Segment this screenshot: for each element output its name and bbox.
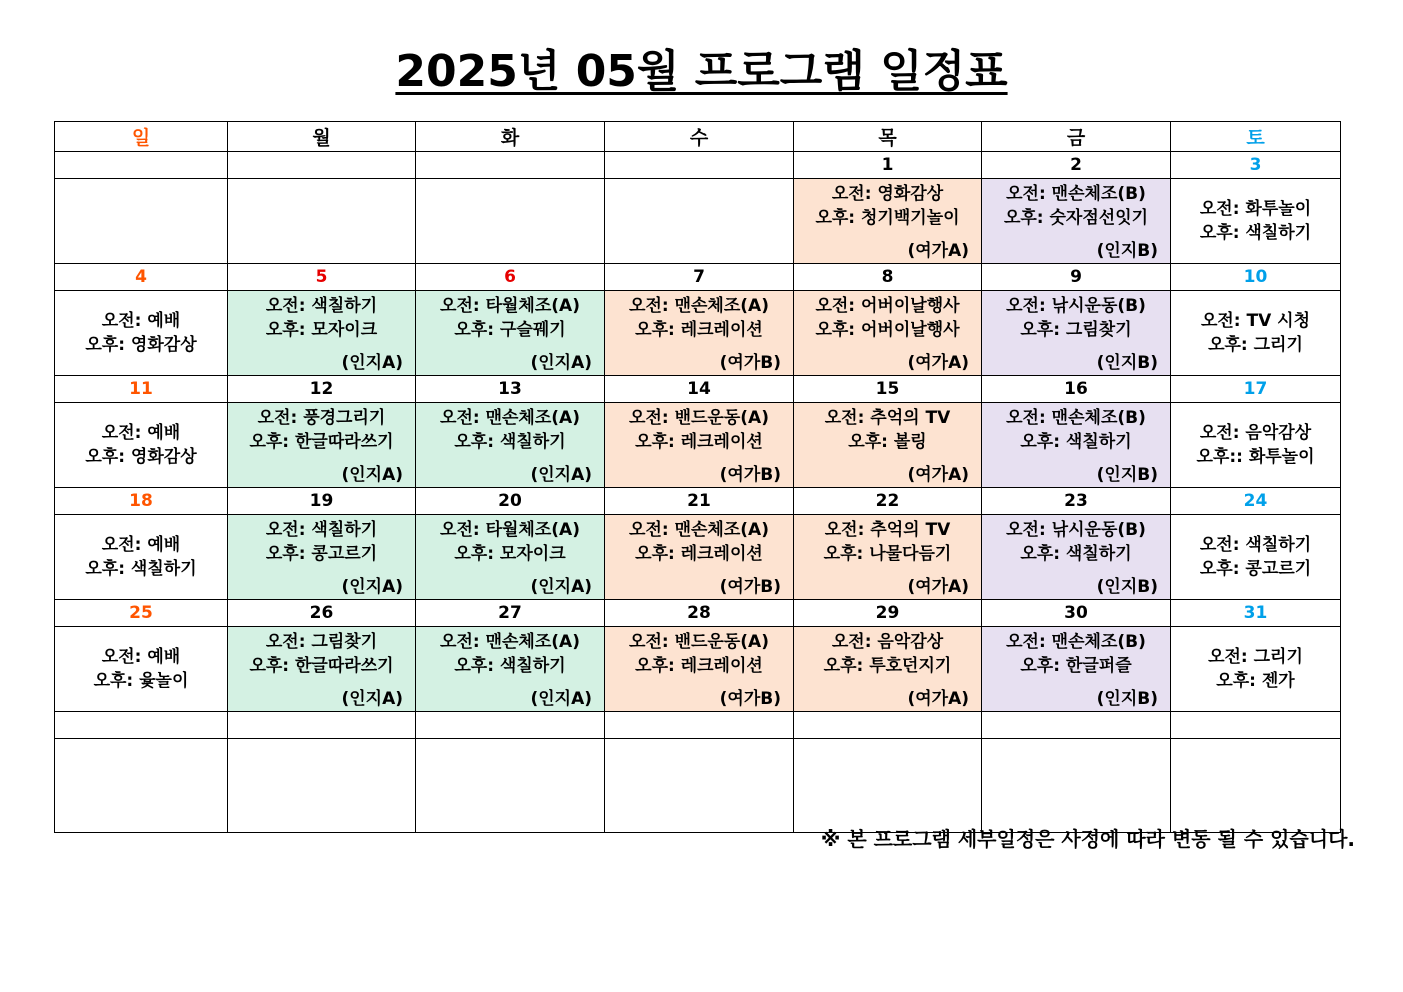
date-cell: 7 xyxy=(605,264,794,291)
weekday-wednesday: 수 xyxy=(605,122,794,152)
weekday-sunday: 일 xyxy=(55,122,228,152)
date-cell: 31 xyxy=(1171,600,1341,627)
program-cell xyxy=(605,627,794,712)
am-program: 오전: 밴드운동(A) xyxy=(629,632,769,652)
program-row xyxy=(55,403,1341,488)
pm-program: 오후: 그리기 xyxy=(1208,335,1303,355)
date-cell: 24 xyxy=(1171,488,1341,515)
program-cell xyxy=(794,515,982,600)
empty-cell xyxy=(55,739,228,833)
am-program: 오전: 그림찾기 xyxy=(265,632,378,652)
title-text: 2025년 05월 프로그램 일정표 xyxy=(395,46,1008,97)
am-program: 오전: 타월체조(A) xyxy=(440,296,580,316)
program-cell xyxy=(982,627,1171,712)
program-cell xyxy=(228,627,416,712)
am-program: 오전: 예배 xyxy=(101,535,181,555)
group-label: (인지A) xyxy=(530,465,592,485)
pm-program: 오후: 나물다듬기 xyxy=(823,544,952,564)
weekday-thursday: 목 xyxy=(794,122,982,152)
empty-cell xyxy=(228,179,416,264)
group-label: (여가B) xyxy=(719,577,781,597)
empty-cell xyxy=(1171,712,1341,739)
am-program: 오전: 낚시운동(B) xyxy=(1006,520,1146,540)
am-program: 오전: 예배 xyxy=(101,311,181,331)
program-cell xyxy=(605,291,794,376)
am-program: 오전: 어버이날행사 xyxy=(815,296,960,316)
weekday-tuesday: 화 xyxy=(416,122,605,152)
program-cell xyxy=(55,627,228,712)
date-cell: 18 xyxy=(55,488,228,515)
empty-cell xyxy=(982,739,1171,833)
date-cell: 22 xyxy=(794,488,982,515)
pm-program: 오후: 어버이날행사 xyxy=(815,320,960,340)
group-label: (여가A) xyxy=(907,577,969,597)
am-program: 오전: TV 시청 xyxy=(1200,311,1311,331)
group-label: (인지B) xyxy=(1096,689,1158,709)
pm-program: 오후: 색칠하기 xyxy=(454,432,566,452)
date-cell: 6 xyxy=(416,264,605,291)
am-program: 오전: 풍경그리기 xyxy=(257,408,386,428)
date-row xyxy=(55,488,1341,515)
pm-program: 오후: 그림찾기 xyxy=(1020,320,1132,340)
program-cell xyxy=(982,403,1171,488)
pm-program: 오후: 레크레이션 xyxy=(635,432,763,452)
date-row xyxy=(55,376,1341,403)
empty-cell xyxy=(228,712,416,739)
date-cell: 14 xyxy=(605,376,794,403)
pm-program: 오후: 투호던지기 xyxy=(823,656,952,676)
pm-program: 오후: 레크레이션 xyxy=(635,320,763,340)
am-program: 오전: 타월체조(A) xyxy=(440,520,580,540)
am-program: 오전: 맨손체조(A) xyxy=(440,408,580,428)
am-program: 오전: 그리기 xyxy=(1208,647,1303,667)
empty-cell xyxy=(605,739,794,833)
empty-cell xyxy=(228,739,416,833)
pm-program: 오후: 윷놀이 xyxy=(93,671,189,691)
group-label: (여가A) xyxy=(907,689,969,709)
group-label: (인지A) xyxy=(341,465,403,485)
calendar-table xyxy=(54,121,1341,833)
program-row xyxy=(55,627,1341,712)
weekday-monday: 월 xyxy=(228,122,416,152)
group-label: (여가B) xyxy=(719,353,781,373)
program-cell xyxy=(228,515,416,600)
empty-cell xyxy=(794,712,982,739)
am-program: 오전: 음악감상 xyxy=(831,632,944,652)
pm-program: 오후: 색칠하기 xyxy=(454,656,566,676)
group-label: (인지B) xyxy=(1096,465,1158,485)
program-cell xyxy=(1171,179,1341,264)
program-cell xyxy=(228,291,416,376)
am-program: 오전: 색칠하기 xyxy=(1199,535,1312,555)
date-cell: 11 xyxy=(55,376,228,403)
pm-program: 오후: 영화감상 xyxy=(85,447,197,467)
date-row xyxy=(55,264,1341,291)
am-program: 오전: 밴드운동(A) xyxy=(629,408,769,428)
program-cell xyxy=(794,627,982,712)
program-cell xyxy=(55,515,228,600)
program-cell xyxy=(794,179,982,264)
am-program: 오전: 색칠하기 xyxy=(265,520,378,540)
pm-program: 오후: 콩고르기 xyxy=(1199,559,1312,579)
program-cell xyxy=(1171,515,1341,600)
group-label: (인지B) xyxy=(1096,577,1158,597)
date-cell: 8 xyxy=(794,264,982,291)
pm-program: 오후: 청기백기놀이 xyxy=(815,208,960,228)
program-cell xyxy=(416,515,605,600)
date-cell: 26 xyxy=(228,600,416,627)
date-cell xyxy=(55,152,228,179)
group-label: (여가A) xyxy=(907,465,969,485)
program-cell xyxy=(416,291,605,376)
program-cell xyxy=(228,403,416,488)
date-cell: 19 xyxy=(228,488,416,515)
group-label: (인지A) xyxy=(341,353,403,373)
empty-cell xyxy=(605,179,794,264)
am-program: 오전: 음악감상 xyxy=(1199,423,1312,443)
group-label: (인지A) xyxy=(341,577,403,597)
group-label: (인지A) xyxy=(530,353,592,373)
pm-program: 오후: 모자이크 xyxy=(454,544,566,564)
pm-program: 오후: 색칠하기 xyxy=(85,559,197,579)
date-cell: 17 xyxy=(1171,376,1341,403)
empty-cell xyxy=(416,739,605,833)
program-cell xyxy=(1171,627,1341,712)
date-cell xyxy=(228,152,416,179)
date-cell: 16 xyxy=(982,376,1171,403)
group-label: (여가B) xyxy=(719,465,781,485)
program-cell xyxy=(605,515,794,600)
pm-program: 오후: 한글따라쓰기 xyxy=(249,432,394,452)
program-cell xyxy=(1171,291,1341,376)
date-cell: 10 xyxy=(1171,264,1341,291)
pm-program: 오후: 레크레이션 xyxy=(635,656,763,676)
pm-program: 오후: 영화감상 xyxy=(85,335,197,355)
pm-program: 오후: 젠가 xyxy=(1216,671,1295,691)
am-program: 오전: 맨손체조(B) xyxy=(1006,184,1146,204)
group-label: (여가B) xyxy=(719,689,781,709)
pm-program: 오후: 색칠하기 xyxy=(1020,544,1132,564)
date-cell: 13 xyxy=(416,376,605,403)
date-cell: 21 xyxy=(605,488,794,515)
am-program: 오전: 예배 xyxy=(101,423,181,443)
pm-program: 오후: 볼링 xyxy=(848,432,927,452)
empty-cell xyxy=(55,179,228,264)
date-cell xyxy=(416,152,605,179)
date-row xyxy=(55,600,1341,627)
program-cell xyxy=(794,291,982,376)
program-cell xyxy=(416,627,605,712)
am-program: 오전: 추억의 TV xyxy=(824,520,951,540)
am-program: 오전: 낚시운동(B) xyxy=(1006,296,1146,316)
empty-cell xyxy=(794,739,982,833)
weekday-header-row xyxy=(55,122,1341,152)
pm-program: 오후:: 화투놀이 xyxy=(1196,447,1315,467)
date-cell: 2 xyxy=(982,152,1171,179)
pm-program: 오후: 색칠하기 xyxy=(1199,223,1312,243)
date-cell: 23 xyxy=(982,488,1171,515)
pm-program: 오후: 구슬꿰기 xyxy=(454,320,566,340)
empty-cell xyxy=(982,712,1171,739)
date-cell: 9 xyxy=(982,264,1171,291)
am-program: 오전: 맨손체조(A) xyxy=(629,296,769,316)
group-label: (여가A) xyxy=(907,241,969,261)
am-program: 오전: 맨손체조(B) xyxy=(1006,632,1146,652)
pm-program: 오후: 레크레이션 xyxy=(635,544,763,564)
date-cell: 5 xyxy=(228,264,416,291)
program-cell xyxy=(982,515,1171,600)
date-cell: 28 xyxy=(605,600,794,627)
empty-cell xyxy=(55,712,228,739)
program-cell xyxy=(605,403,794,488)
page-title xyxy=(0,44,1403,100)
date-cell: 15 xyxy=(794,376,982,403)
empty-cell xyxy=(605,712,794,739)
group-label: (인지B) xyxy=(1096,241,1158,261)
pm-program: 오후: 한글퍼즐 xyxy=(1020,656,1132,676)
program-cell xyxy=(55,403,228,488)
date-cell: 1 xyxy=(794,152,982,179)
am-program: 오전: 맨손체조(A) xyxy=(440,632,580,652)
program-row xyxy=(55,179,1341,264)
program-cell xyxy=(416,403,605,488)
group-label: (인지A) xyxy=(530,577,592,597)
group-label: (인지B) xyxy=(1096,353,1158,373)
program-row xyxy=(55,739,1341,833)
program-cell xyxy=(982,291,1171,376)
pm-program: 오후: 모자이크 xyxy=(265,320,378,340)
group-label: (여가A) xyxy=(907,353,969,373)
program-row xyxy=(55,515,1341,600)
pm-program: 오후: 숫자점선잇기 xyxy=(1003,208,1149,228)
group-label: (인지A) xyxy=(341,689,403,709)
date-cell xyxy=(605,152,794,179)
empty-cell xyxy=(1171,739,1341,833)
date-cell: 4 xyxy=(55,264,228,291)
weekday-saturday: 토 xyxy=(1171,122,1341,152)
date-cell: 27 xyxy=(416,600,605,627)
empty-cell xyxy=(416,712,605,739)
pm-program: 오후: 색칠하기 xyxy=(1020,432,1132,452)
date-row xyxy=(55,712,1341,739)
date-cell: 20 xyxy=(416,488,605,515)
pm-program: 오후: 콩고르기 xyxy=(265,544,378,564)
am-program: 오전: 예배 xyxy=(101,647,181,667)
am-program: 오전: 맨손체조(B) xyxy=(1006,408,1146,428)
weekday-friday: 금 xyxy=(982,122,1171,152)
schedule-notice: ※ 본 프로그램 세부일정은 사정에 따라 변동 될 수 있습니다. xyxy=(820,827,1355,851)
group-label: (인지A) xyxy=(530,689,592,709)
empty-cell xyxy=(416,179,605,264)
am-program: 오전: 추억의 TV xyxy=(824,408,951,428)
program-cell xyxy=(794,403,982,488)
am-program: 오전: 색칠하기 xyxy=(265,296,378,316)
am-program: 오전: 영화감상 xyxy=(831,184,944,204)
pm-program: 오후: 한글따라쓰기 xyxy=(249,656,394,676)
program-row xyxy=(55,291,1341,376)
program-cell xyxy=(55,291,228,376)
date-cell: 29 xyxy=(794,600,982,627)
date-cell: 25 xyxy=(55,600,228,627)
date-cell: 12 xyxy=(228,376,416,403)
date-cell: 30 xyxy=(982,600,1171,627)
am-program: 오전: 화투놀이 xyxy=(1199,199,1312,219)
program-cell xyxy=(1171,403,1341,488)
date-row xyxy=(55,152,1341,179)
am-program: 오전: 맨손체조(A) xyxy=(629,520,769,540)
program-cell xyxy=(982,179,1171,264)
date-cell: 3 xyxy=(1171,152,1341,179)
